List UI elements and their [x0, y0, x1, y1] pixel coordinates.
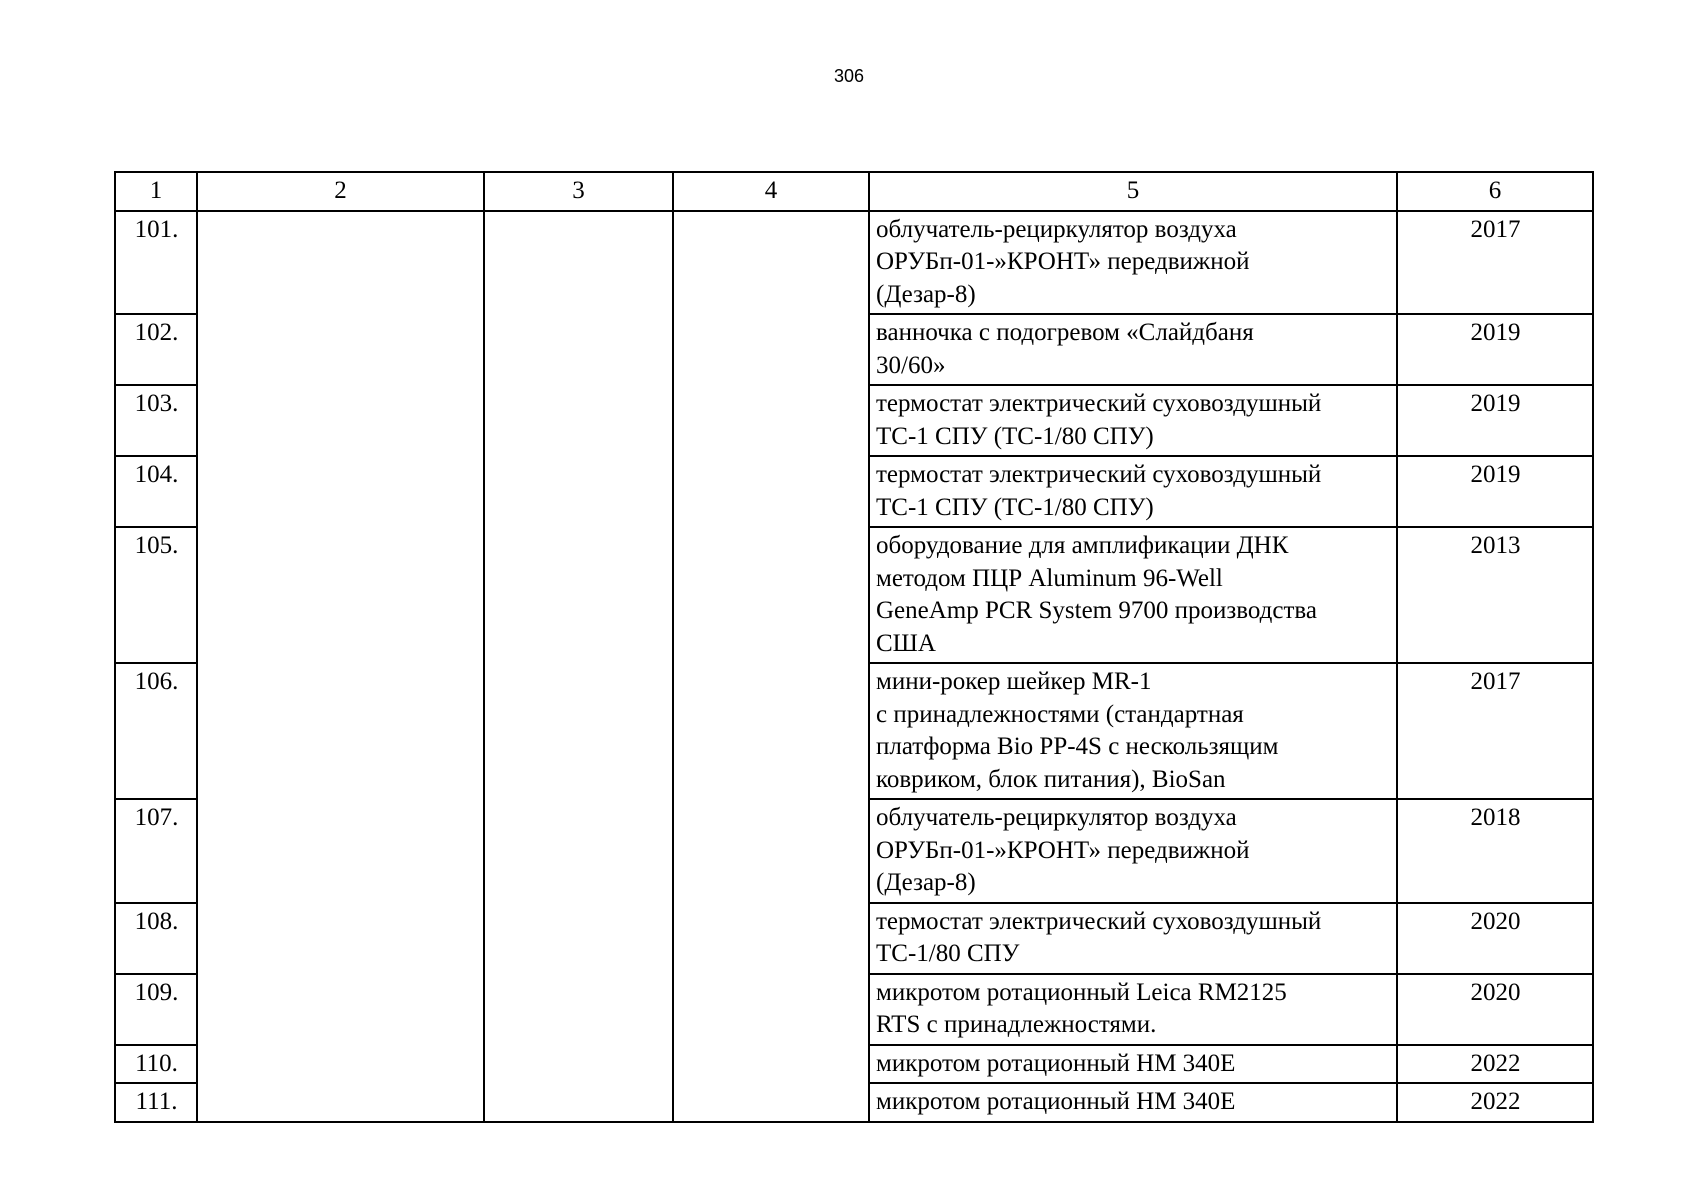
- header-col-4: 4: [673, 172, 869, 211]
- equipment-year: 2020: [1397, 903, 1593, 974]
- equipment-year: 2017: [1397, 211, 1593, 315]
- equipment-year: 2017: [1397, 663, 1593, 799]
- equipment-year: 2019: [1397, 314, 1593, 385]
- equipment-description: микротом ротационный HM 340E: [869, 1083, 1397, 1122]
- equipment-description: облучатель-рециркулятор воздуха ОРУБп-01-»КРОНТ» передвижной (Дезар-8): [869, 799, 1397, 903]
- row-number: 102.: [115, 314, 197, 385]
- equipment-description: микротом ротационный HM 340E: [869, 1045, 1397, 1084]
- empty-col-4: [673, 211, 869, 1122]
- empty-col-2: [197, 211, 484, 1122]
- equipment-year: 2022: [1397, 1045, 1593, 1084]
- equipment-year: 2022: [1397, 1083, 1593, 1122]
- row-number: 108.: [115, 903, 197, 974]
- table-header: [115, 172, 1593, 211]
- header-row: [115, 172, 1593, 211]
- equipment-year: 2013: [1397, 527, 1593, 663]
- header-col-2: 2: [197, 172, 484, 211]
- equipment-year: 2019: [1397, 456, 1593, 527]
- header-col-5: 5: [869, 172, 1397, 211]
- header-col-3: 3: [484, 172, 673, 211]
- empty-col-3: [484, 211, 673, 1122]
- row-number: 104.: [115, 456, 197, 527]
- equipment-table: [114, 171, 1594, 1123]
- equipment-description: оборудование для амплификации ДНК методом ПЦР Aluminum 96-Well GeneAmp PCR System 9700 производства США: [869, 527, 1397, 663]
- page-number: 306: [833, 66, 865, 86]
- equipment-description: микротом ротационный Leica RM2125 RTS с принадлежностями.: [869, 974, 1397, 1045]
- table-body: [115, 211, 1593, 1122]
- row-number: 110.: [115, 1045, 197, 1084]
- row-number: 111.: [115, 1083, 197, 1122]
- row-number: 107.: [115, 799, 197, 903]
- equipment-description: термостат электрический суховоздушный ТС-1 СПУ (ТС-1/80 СПУ): [869, 385, 1397, 456]
- equipment-year: 2018: [1397, 799, 1593, 903]
- row-number: 109.: [115, 974, 197, 1045]
- row-number: 106.: [115, 663, 197, 799]
- row-number: 105.: [115, 527, 197, 663]
- header-col-6: 6: [1397, 172, 1593, 211]
- row-number: 101.: [115, 211, 197, 315]
- table-row: [115, 211, 1593, 315]
- equipment-description: термостат электрический суховоздушный ТС-1/80 СПУ: [869, 903, 1397, 974]
- row-number: 103.: [115, 385, 197, 456]
- header-col-1: 1: [115, 172, 197, 211]
- equipment-description: облучатель-рециркулятор воздуха ОРУБп-01-»КРОНТ» передвижной (Дезар-8): [869, 211, 1397, 315]
- equipment-year: 2020: [1397, 974, 1593, 1045]
- equipment-description: термостат электрический суховоздушный ТС-1 СПУ (ТС-1/80 СПУ): [869, 456, 1397, 527]
- equipment-description: ванночка с подогревом «Слайдбаня 30/60»: [869, 314, 1397, 385]
- equipment-description: мини-рокер шейкер MR-1 с принадлежностями (стандартная платформа Bio PP-4S с нескользящим ковриком, блок питания), BioSan: [869, 663, 1397, 799]
- equipment-year: 2019: [1397, 385, 1593, 456]
